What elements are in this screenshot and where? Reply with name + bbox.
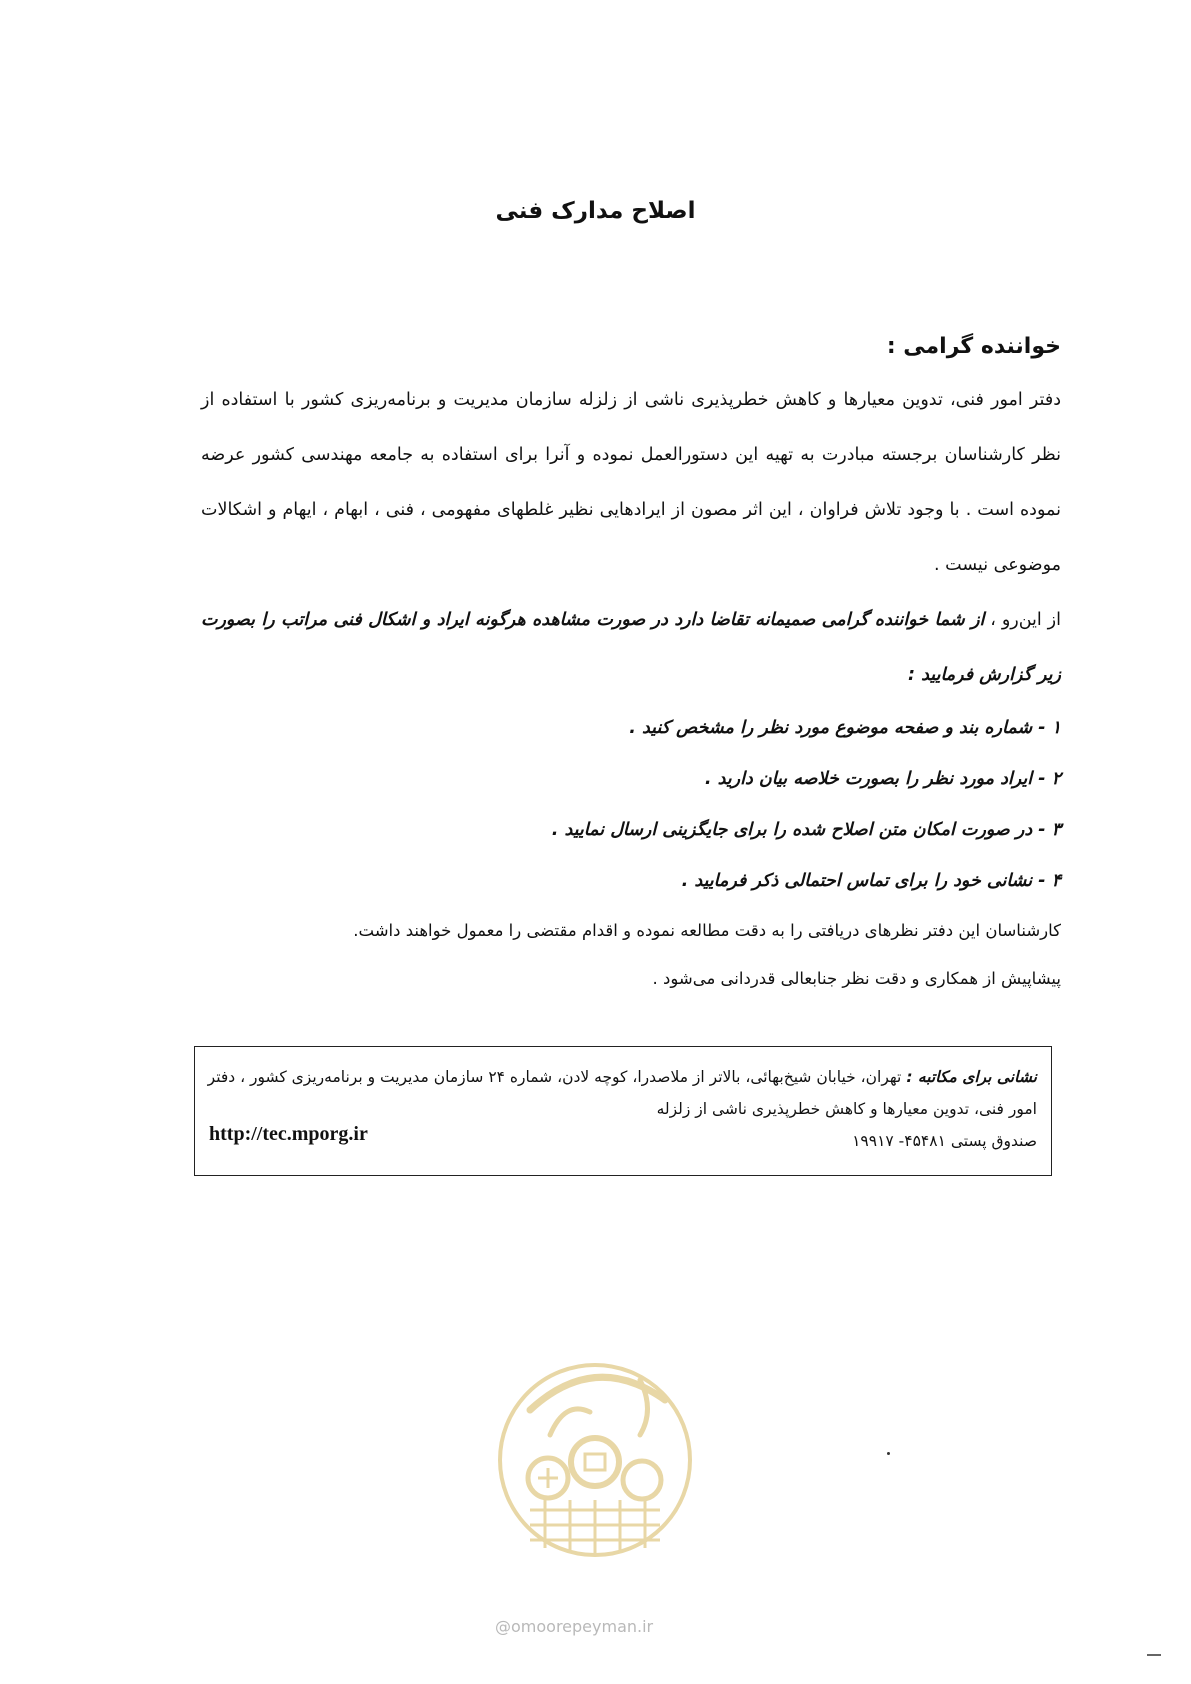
building-icon <box>585 1454 605 1470</box>
closing-paragraph: کارشناسان این دفتر نظرهای دریافتی را به دقت مطالعه نموده و اقدام مقتضی را معمول خواهند داشت. <box>353 921 1061 940</box>
salutation: خواننده گرامی : <box>886 334 1061 359</box>
letter-body <box>201 334 1061 1003</box>
website-url[interactable]: http://tec.mporg.ir <box>209 1123 368 1145</box>
scale-icon <box>538 1468 558 1488</box>
list-item: ۱ - شماره بند و صفحه موضوع مورد نظر را مشخص کنید . <box>629 718 1061 738</box>
scan-speck <box>887 1452 890 1455</box>
watermark-letter-stroke <box>550 1409 590 1435</box>
page-title: اصلاح مدارک فنی <box>495 198 696 224</box>
request-emphasis: از شما خواننده گرامی صمیمانه تقاضا دارد در صورت مشاهده هرگونه ایراد و اشکال فنی مراتب را بصورت زیر گزارش فرمایید : <box>201 610 1061 685</box>
instruction-list <box>201 703 1061 907</box>
address-line: تهران، خیابان شیخ‌بهائی، بالاتر از ملاصدرا، کوچه لادن، شماره ۲۴ سازمان مدیریت و برنامه‌ریزی کشور ، دفتر امور فنی، تدوین معیارها و کاهش خطرپذیری ناشی از زلزله <box>207 1068 1037 1118</box>
gear-icon <box>623 1461 661 1499</box>
request-prefix: از این‌رو ، <box>990 610 1061 630</box>
list-item: ۳ - در صورت امکان متن اصلاح شده را برای جایگزینی ارسال نمایید . <box>551 820 1061 840</box>
request-paragraph <box>201 593 1061 703</box>
intro-paragraph: دفتر امور فنی، تدوین معیارها و کاهش خطرپذیری ناشی از زلزله سازمان مدیریت و برنامه‌ریزی کشور با استفاده از نظر کارشناسان برجسته مبادرت به تهیه این دستورالعمل نموده و آنرا برای استفاده به جامعه مهندسی کشور عرضه نموده است . با وجود تلاش فراوان ، این اثر مصون از ایرادهایی نظیر غلطهای مفهومی ، فنی ، ابهام ، ایهام و اشکالات موضوعی نیست . <box>201 390 1061 575</box>
scan-mark <box>1147 1654 1161 1656</box>
gear-icon <box>571 1438 619 1486</box>
watermark-site: @omoorepeyman.ir <box>495 1617 654 1636</box>
postal-box: صندوق پستی ۴۵۴۸۱- ۱۹۹۱۷ <box>852 1132 1037 1150</box>
list-item: ۴ - نشانی خود را برای تماس احتمالی ذکر فرمایید . <box>681 871 1061 891</box>
thanks-paragraph: پیشاپیش از همکاری و دقت نظر جنابعالی قدردانی می‌شود . <box>652 969 1061 988</box>
list-item: ۲ - ایراد مورد نظر را بصورت خلاصه بیان دارید . <box>704 769 1061 789</box>
address-box <box>194 1046 1052 1176</box>
watermark-logo-icon <box>490 1340 700 1610</box>
grid-icon <box>530 1500 660 1554</box>
address-label: نشانی برای مکاتبه : <box>906 1068 1037 1086</box>
